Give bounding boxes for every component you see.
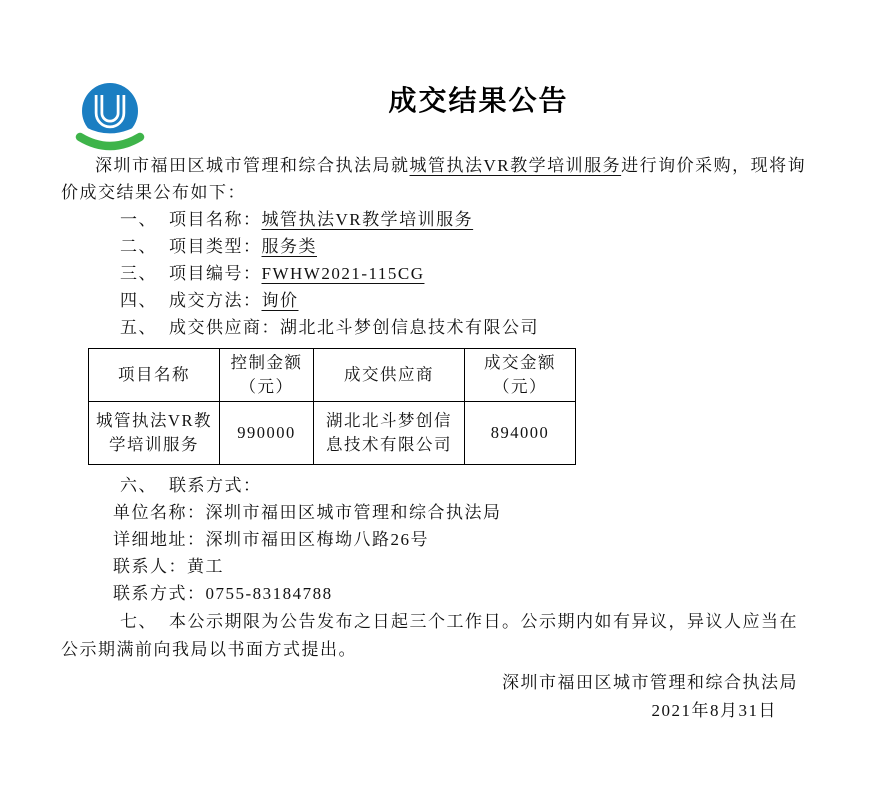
contact-value: 深圳市福田区梅坳八路26号 xyxy=(205,530,429,549)
item-value: 城管执法VR教学培训服务 xyxy=(261,210,474,229)
contact-label: 单位名称： xyxy=(113,503,206,522)
notice-number: 七、 xyxy=(120,612,157,631)
document-body xyxy=(0,152,869,725)
date: 2021年8月31日 xyxy=(651,701,777,720)
contact-value: 深圳市福田区城市管理和综合执法局 xyxy=(205,503,502,522)
item-number: 五、 xyxy=(120,318,157,337)
agency-logo-icon xyxy=(69,82,151,152)
list-item-project-type xyxy=(120,233,808,260)
signature: 深圳市福田区城市管理和综合执法局 xyxy=(502,673,798,692)
item-label: 项目类型： xyxy=(169,237,262,256)
header-supplier: 成交供应商 xyxy=(314,349,465,402)
item-value: 湖北北斗梦创信息技术有限公司 xyxy=(280,318,539,337)
contact-line-phone xyxy=(113,580,808,607)
item-number: 二、 xyxy=(120,237,157,256)
contact-line-address xyxy=(113,526,808,553)
contact-line-person xyxy=(113,553,808,580)
intro-paragraph xyxy=(61,152,808,206)
item-value: 服务类 xyxy=(261,237,317,256)
intro-part1: 深圳市福田区城市管理和综合执法局就 xyxy=(95,156,410,175)
cell-supplier: 湖北北斗梦创信息技术有限公司 xyxy=(314,402,465,465)
contact-heading-label: 联系方式： xyxy=(169,476,262,495)
header-project-name: 项目名称 xyxy=(89,349,220,402)
item-number: 四、 xyxy=(120,291,157,310)
item-number: 三、 xyxy=(120,264,157,283)
intro-underlined-project: 城管执法VR教学培训服务 xyxy=(409,156,622,175)
page-title-text: 成交结果公告 xyxy=(388,85,569,116)
header-control-amount: 控制金额 （元） xyxy=(220,349,314,402)
result-table xyxy=(88,348,576,465)
item-label: 项目名称： xyxy=(169,210,262,229)
cell-deal-amount: 894000 xyxy=(465,402,576,465)
item-label: 项目编号： xyxy=(169,264,262,283)
list-item-project-name xyxy=(120,206,808,233)
contact-value: 黄工 xyxy=(187,557,224,576)
contact-value: 0755-83184788 xyxy=(205,584,333,603)
cell-control-amount: 990000 xyxy=(220,402,314,465)
intro-part2: 进行询价采购，现将询价成交结果公布如下： xyxy=(61,156,807,202)
list-item-supplier xyxy=(120,314,808,341)
contact-heading xyxy=(120,472,808,499)
item-value: FWHW2021-115CG xyxy=(261,264,425,283)
item-label: 成交供应商： xyxy=(169,318,280,337)
item-label: 成交方法： xyxy=(169,291,262,310)
list-item-deal-method xyxy=(120,287,808,314)
notice-paragraph xyxy=(61,608,808,664)
item-number: 一、 xyxy=(120,210,157,229)
contact-label: 详细地址： xyxy=(113,530,206,549)
notice-text: 本公示期限为公告发布之日起三个工作日。公示期内如有异议，异议人应当在公示期满前向我局以书面方式提出。 xyxy=(61,612,798,659)
list-item-project-number xyxy=(120,260,808,287)
contact-label: 联系人： xyxy=(113,557,187,576)
table-header-row xyxy=(89,349,576,402)
header-deal-amount: 成交金额 （元） xyxy=(465,349,576,402)
item-value: 询价 xyxy=(261,291,299,310)
table-row xyxy=(89,402,576,465)
contact-line-unit xyxy=(113,499,808,526)
cell-project-name: 城管执法VR教学培训服务 xyxy=(89,402,220,465)
contact-number: 六、 xyxy=(120,476,157,495)
contact-label: 联系方式： xyxy=(113,584,206,603)
